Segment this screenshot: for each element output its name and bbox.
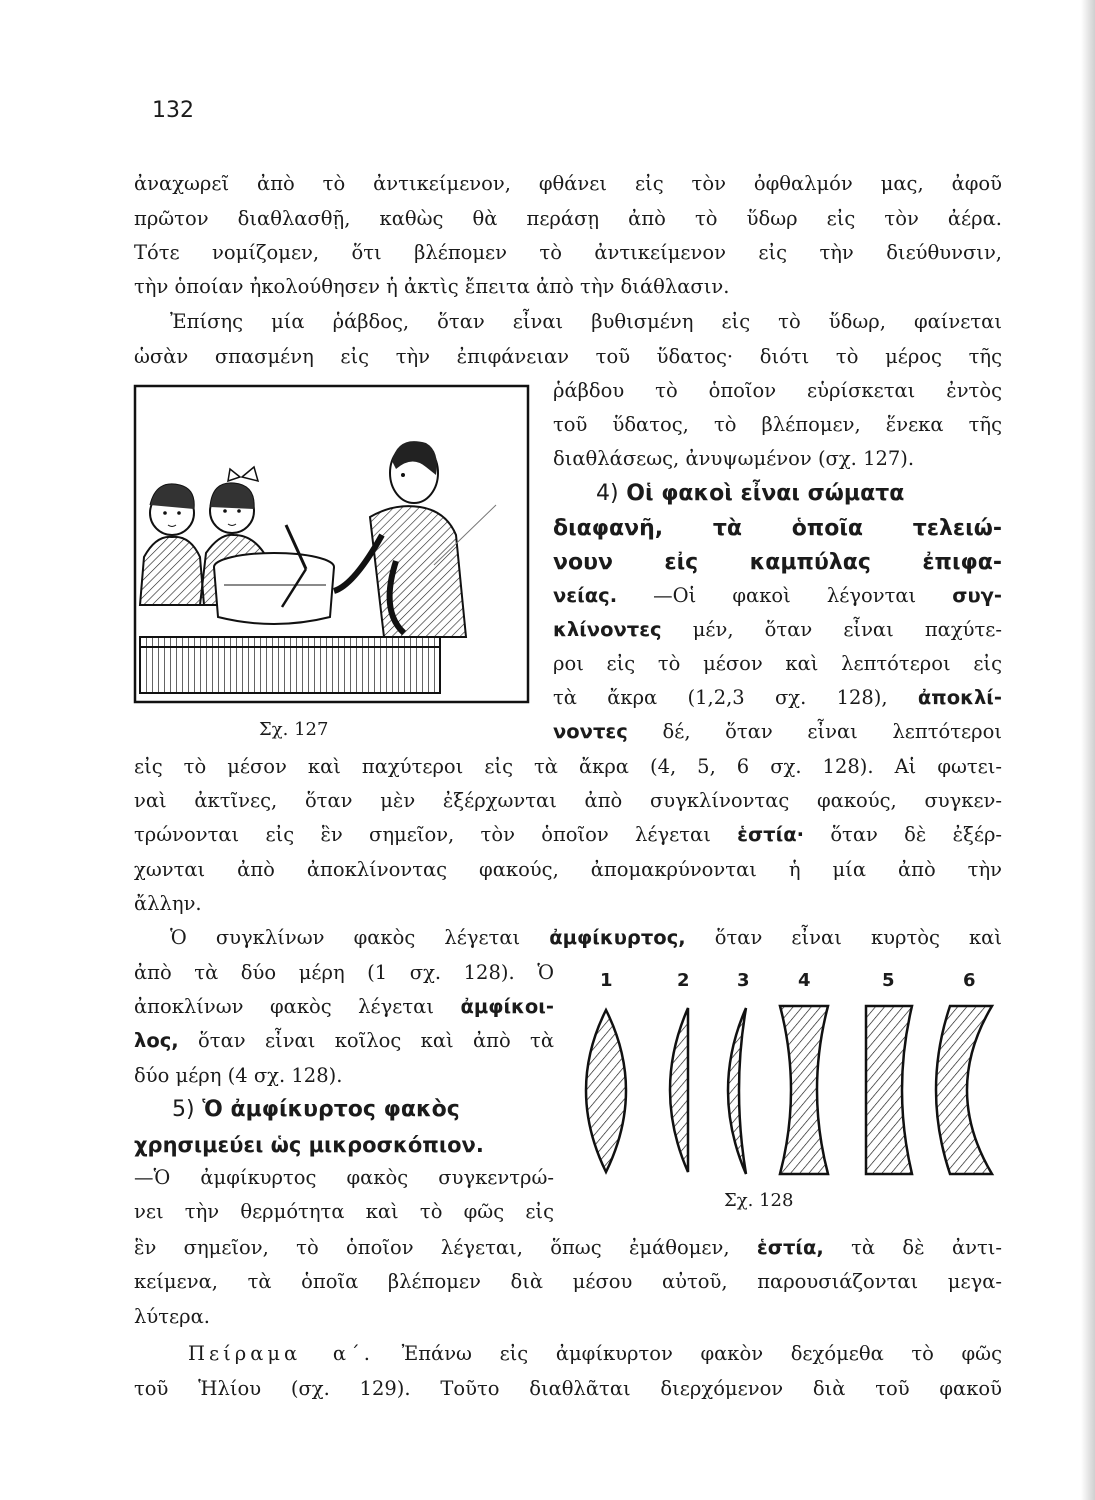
text-line: κείμενα, τὰ ὁποῖα βλέπομεν διὰ μέσου αὐτοῦ, παρουσιάζονται μεγα-	[134, 1270, 1002, 1293]
text-line: Ὁ συγκλίνων φακὸς λέγεται ἀμφίκυρτος, ὅταν εἶναι κυρτὸς καὶ	[170, 926, 1002, 949]
text-line: ἄλλην.	[134, 892, 202, 915]
text-line: κλίνοντες μέν, ὅταν εἶναι παχύτε-	[553, 618, 1002, 641]
bold-term: συγ-	[952, 584, 1002, 607]
bold-term: ἀμφίκοι-	[460, 995, 554, 1018]
text-line: τοῦ Ἡλίου (σχ. 129). Τοῦτο διαθλᾶται διερχόμενον διὰ τοῦ φακοῦ	[134, 1377, 1002, 1400]
text-line: διαθλάσεως, ἀνυψωμένον (σχ. 127).	[553, 447, 915, 470]
text-line: ροι εἰς τὸ μέσον καὶ λεπτότεροι εἰς	[553, 652, 1002, 675]
text-line: εἰς τὸ μέσον καὶ παχύτεροι εἰς τὰ ἄκρα (4, 5, 6 σχ. 128). Αἱ φωτει-	[134, 755, 1002, 778]
text-line: ἓν σημεῖον, τὸ ὁποῖον λέγεται, ὅπως ἐμάθομεν, ἑστία, τὰ δὲ ἀντι-	[134, 1236, 1002, 1259]
bold-term: νείας.	[553, 584, 618, 607]
bold-term: ἑστία,	[756, 1236, 824, 1259]
text-line: Τότε νομίζομεν, ὅτι βλέπομεν τὸ ἀντικείμενον εἰς τὴν διεύθυνσιν,	[134, 241, 1002, 264]
heading-line: νουν εἰς καμπύλας ἐπιφα-	[553, 550, 1002, 575]
section-number: 4)	[596, 481, 619, 506]
page-number: 132	[152, 98, 194, 123]
text-line: τὴν ὁποίαν ἠκολούθησεν ἡ ἀκτὶς ἔπειτα ἀπὸ τὴν διάθλασιν.	[134, 275, 730, 298]
lens-label-5: 5	[882, 970, 895, 991]
text-line: νοντες δέ, ὅταν εἶναι λεπτότεροι	[553, 720, 1002, 743]
text-line: ναὶ ἀκτῖνες, ὅταν μὲν ἐξέρχωνται ἀπὸ συγκλίνοντας φακούς, συγκεν-	[134, 789, 1002, 812]
lens-label-3: 3	[737, 970, 750, 991]
lens-biconvex	[586, 1010, 626, 1172]
lens-meniscus-convex	[728, 1008, 746, 1174]
text-line: Ἐπίσης μία ῥάβδος, ὅταν εἶναι βυθισμένη εἰς τὸ ὕδωρ, φαίνεται	[170, 310, 1002, 333]
text-line: δύο μέρη (4 σχ. 128).	[134, 1064, 343, 1087]
lens-plano-convex	[670, 1008, 688, 1172]
text-line: χωνται ἀπὸ ἀποκλίνοντας φακούς, ἀπομακρύνονται ἡ μία ἀπὸ τὴν	[134, 858, 1002, 881]
heading-text: Οἱ φακοὶ εἶναι σώματα	[626, 481, 905, 506]
figure-127-caption: Σχ. 127	[259, 719, 329, 740]
lens-label-1: 1	[600, 970, 613, 991]
section-5-heading	[172, 1096, 460, 1124]
bold-term: λος,	[134, 1029, 179, 1052]
lens-biconcave	[780, 1006, 828, 1174]
bold-term: ἀποκλί-	[917, 686, 1002, 709]
text-line: λος, ὅταν εἶναι κοῖλος καὶ ἀπὸ τὰ	[134, 1029, 554, 1052]
text-line: ὡσὰν σπασμένη εἰς τὴν ἐπιφάνειαν τοῦ ὕδατος· διότι τὸ μέρος τῆς	[134, 345, 1002, 368]
experiment-label: Πείραμα α΄.	[188, 1342, 374, 1365]
text-line: νείας. —Οἱ φακοὶ λέγονται συγ-	[553, 584, 1002, 607]
bold-term: ἀμφίκυρτος,	[549, 926, 686, 949]
text-line: νει τὴν θερμότητα καὶ τὸ φῶς εἰς	[134, 1200, 554, 1223]
text-line: πρῶτον διαθλασθῇ, καθὼς θὰ περάσῃ ἀπὸ τὸ ὕδωρ εἰς τὸν ἀέρα.	[134, 207, 1002, 230]
page-edge-shadow	[1081, 0, 1095, 1500]
bold-term: κλίνοντες	[553, 618, 662, 641]
lens-label-4: 4	[798, 970, 811, 991]
figure-128-caption: Σχ. 128	[724, 1190, 794, 1211]
lens-label-6: 6	[963, 970, 976, 991]
section-4-heading	[596, 480, 904, 508]
text-line: τὰ ἄκρα (1,2,3 σχ. 128), ἀποκλί-	[553, 686, 1002, 709]
heading-line: χρησιμεύει ὡς μικροσκόπιον.	[134, 1133, 484, 1157]
text-line: τρώνονται εἰς ἓν σημεῖον, τὸν ὁποῖον λέγεται ἑστία· ὅταν δὲ ἐξέρ-	[134, 823, 1002, 846]
heading-line: διαφανῆ, τὰ ὁποῖα τελειώ-	[553, 516, 1002, 541]
text-line: ἀπὸ τὰ δύο μέρη (1 σχ. 128). Ὁ	[134, 961, 554, 984]
heading-text: Ὁ ἀμφίκυρτος φακὸς	[202, 1097, 460, 1122]
text-line: ῥάβδου τὸ ὁποῖον εὑρίσκεται ἐντὸς	[553, 379, 1002, 402]
bold-term: ἑστία·	[737, 823, 805, 846]
text-line: ἀποκλίνων φακὸς λέγεται ἀμφίκοι-	[134, 995, 554, 1018]
section-number: 5)	[172, 1097, 195, 1122]
figure-128-lenses	[570, 1000, 1000, 1180]
bold-term: νοντες	[553, 720, 628, 743]
text-line: λύτερα.	[134, 1305, 210, 1328]
lens-meniscus-concave	[936, 1006, 992, 1174]
text-line: —Ὁ ἀμφίκυρτος φακὸς συγκεντρώ-	[134, 1166, 554, 1189]
text-line: Πείραμα α΄. Ἐπάνω εἰς ἀμφίκυρτον φακὸν δεχόμεθα τὸ φῶς	[188, 1342, 1003, 1365]
text-line: τοῦ ὕδατος, τὸ βλέπομεν, ἕνεκα τῆς	[553, 413, 1002, 436]
lens-label-2: 2	[677, 970, 690, 991]
lens-plano-concave	[866, 1006, 912, 1174]
figure-127-illustration	[134, 385, 529, 703]
text-line: ἀναχωρεῖ ἀπὸ τὸ ἀντικείμενον, φθάνει εἰς τὸν ὀφθαλμόν μας, ἀφοῦ	[134, 172, 1002, 195]
